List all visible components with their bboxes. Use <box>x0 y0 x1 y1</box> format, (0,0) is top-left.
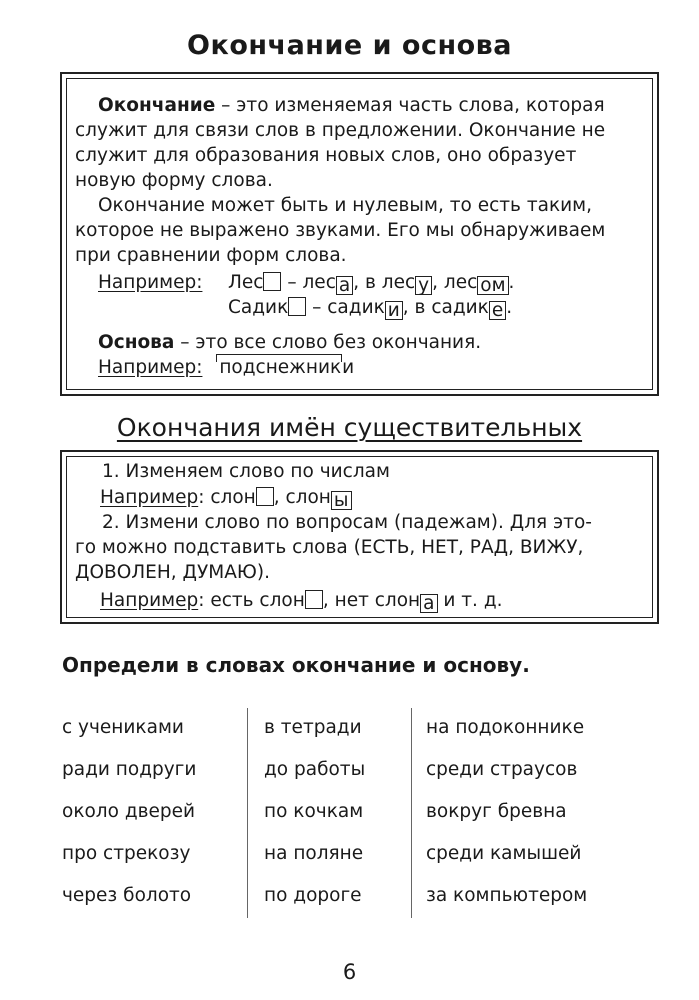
rule-text: служит для связи слов в предложении. Окончание не <box>75 120 606 141</box>
exercise-word: среди камышей <box>426 843 582 864</box>
rule-text: ДОВОЛЕН, ДУМАЮ). <box>75 562 270 583</box>
separator: , <box>432 272 444 293</box>
column-divider <box>411 708 412 918</box>
rule-text: при сравнении форм слова. <box>75 245 347 266</box>
term-stem: Основа <box>98 332 175 353</box>
exercise-word: вокруг бревна <box>426 801 567 822</box>
ending-box: а <box>336 276 353 295</box>
rule-text: которое не выражено звуками. Его мы обнаруживаем <box>75 220 606 241</box>
ending-box <box>256 487 274 506</box>
word-stem: садик <box>431 297 489 318</box>
page-title: Окончание и основа <box>187 30 512 61</box>
exercise-word: среди страусов <box>426 759 578 780</box>
ending-box: ом <box>477 276 508 295</box>
rule-text: 1. Изменяем слово по числам <box>102 461 390 482</box>
example-forms-sadik <box>228 296 512 320</box>
separator: – <box>306 297 328 318</box>
ending-box: ы <box>331 491 352 510</box>
rule-text: служит для образования новых слов, оно образует <box>75 145 577 166</box>
rule-text: – это все слово без окончания. <box>174 332 482 353</box>
ending-box: а <box>420 594 437 613</box>
exercise-word: по дороге <box>264 885 362 906</box>
ending-box <box>263 272 281 291</box>
exercise-word: через болото <box>62 885 192 906</box>
task-heading: Определи в словах окончание и основу. <box>62 653 530 677</box>
exercise-word: с учениками <box>62 717 184 738</box>
rule-text: Окончание может быть и нулевым, то есть таким, <box>98 195 592 216</box>
exercise-word: на подоконнике <box>426 717 585 738</box>
ending-box: и <box>385 301 403 320</box>
rule-box-ending-stem <box>60 72 659 396</box>
rule-text: го можно подставить слова (ЕСТЬ, НЕТ, РАД, ВИЖУ, <box>75 537 584 558</box>
page-number: 6 <box>342 960 357 984</box>
ending-box: у <box>415 276 432 295</box>
word-stem: Садик <box>228 297 289 318</box>
separator: , в <box>353 272 382 293</box>
exercise-word: до работы <box>264 759 366 780</box>
example-label: Например: <box>98 272 203 293</box>
ending-box: е <box>489 301 506 320</box>
rule-text: – это изменяемая часть слова, которая <box>215 95 605 116</box>
word-stem: лес <box>381 272 416 293</box>
exercise-word: за компьютером <box>426 885 588 906</box>
ending-box <box>288 297 306 316</box>
exercise-word: ради подруги <box>62 759 197 780</box>
stem-marker: подснежник <box>216 356 342 380</box>
exercise-word: по кочкам <box>264 801 364 822</box>
rule-text: 2. Измени слово по вопросам (падежам). Для это- <box>102 512 592 533</box>
word-stem: садик <box>327 297 385 318</box>
word-stem: Лес <box>228 272 264 293</box>
column-divider <box>247 708 248 918</box>
exercise-word: в тетради <box>264 717 362 738</box>
exercise-word: про стрекозу <box>62 843 191 864</box>
separator: – <box>281 272 303 293</box>
term-ending: Окончание <box>98 95 216 116</box>
ending-box <box>305 590 323 609</box>
ending-text: и <box>342 357 355 378</box>
exercise-word: на поляне <box>264 843 364 864</box>
separator: , в <box>402 297 432 318</box>
separator: . <box>508 272 515 293</box>
word-stem: лес <box>302 272 336 293</box>
separator: . <box>506 297 513 318</box>
rule-text: новую форму слова. <box>75 170 273 191</box>
example-label: Например <box>100 590 199 611</box>
word-stem: лес <box>443 272 478 293</box>
example-label: Например <box>100 487 199 508</box>
rule-box-noun-endings: 1. Изменяем слово по числам Например: слон , слон ы 2. Измени слово по вопросам (падежам). Для это- го можно подставить слова (ЕСТЬ, НЕТ, РАД, ВИЖУ, ДОВОЛЕН, ДУМАЮ). Например: есть слон , нет слон а и т. д. <box>60 450 659 624</box>
section-subtitle: Окончания имён существительных <box>116 413 583 442</box>
example-forms-les <box>228 271 514 295</box>
example-label: Например: <box>98 357 203 378</box>
exercise-word: около дверей <box>62 801 196 822</box>
